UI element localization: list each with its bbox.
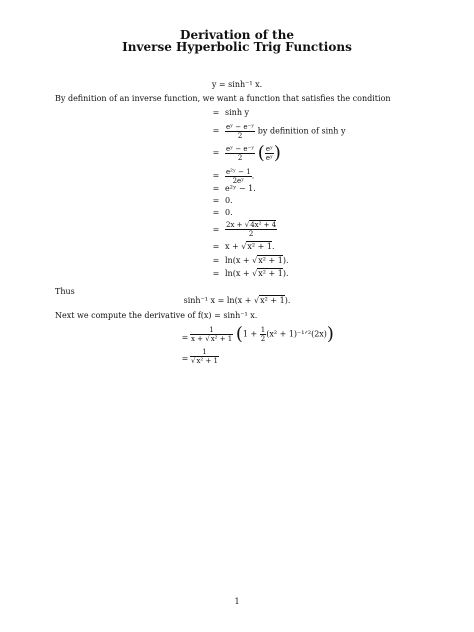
derivation-block <box>0 108 474 288</box>
row-8-rel: = <box>212 225 220 234</box>
row-2-numerator: eʸ − e⁻ʸ <box>226 123 255 131</box>
row-8-rhs <box>225 221 277 238</box>
row-2-denominator: 2 <box>237 132 243 140</box>
row-11-suffix: ). <box>282 269 289 278</box>
derivative-half-denominator: 2 <box>260 335 266 343</box>
row-3-numerator: eʸ − e⁻ʸ <box>226 145 255 153</box>
row-8-numerator: 2x + √4x² + 4 <box>226 221 277 229</box>
row-3-denominator: 2 <box>237 154 243 162</box>
derivative-second-rel: = <box>181 354 189 363</box>
row-9-suffix: . <box>272 242 275 251</box>
row-5-rel: = <box>212 184 220 193</box>
definition-equation: y = sinh⁻¹ x. <box>211 80 263 89</box>
derivative-numerator: 1 <box>190 326 233 335</box>
row-4-rhs <box>225 168 254 185</box>
row-3-rel: = <box>212 148 220 157</box>
row-1-rhs: sinh y <box>225 108 250 117</box>
derivative-result-fraction <box>190 348 219 365</box>
derivative-denominator: x + √x² + 1 <box>191 335 233 343</box>
derivative-half-numerator: 1 <box>260 326 266 334</box>
row-4-numerator: e²ʸ − 1 <box>226 168 251 176</box>
row-4-denominator: 2eʸ <box>232 177 245 185</box>
row-11-rhs: ln(x + √x² + 1). <box>225 269 289 278</box>
derivative-open-paren: ( <box>235 323 243 345</box>
row-9-prefix: x + <box>225 242 242 251</box>
row-2-fraction <box>225 123 255 140</box>
intro-sentence: By definition of an inverse function, we want a function that satisfies the condition <box>55 94 391 103</box>
row-4-fraction <box>225 168 252 185</box>
row-3-fraction <box>225 145 255 162</box>
row-1-rel: = <box>212 108 220 117</box>
row-10-prefix: ln(x + <box>225 256 253 265</box>
derivative-rel: = <box>181 333 189 342</box>
row-8-denominator: 2 <box>248 230 254 238</box>
derivative-result-radicand: x² + 1 <box>196 357 218 365</box>
derivative-result <box>190 348 219 365</box>
row-9-rhs: x + √x² + 1. <box>225 242 275 251</box>
thus-result-suffix: ). <box>284 296 291 305</box>
row-11-prefix: ln(x + <box>225 269 253 278</box>
derivative-inner-prefix: 1 + <box>242 329 260 339</box>
page-number: 1 <box>234 597 240 606</box>
thus-result: sinh⁻¹ x = ln(x + √x² + 1). <box>183 296 291 305</box>
row-2-note: by definition of sinh y <box>257 126 346 136</box>
row-6-rel: = <box>212 196 220 205</box>
row-8-fraction <box>225 221 277 238</box>
row-3-rhs <box>225 142 281 164</box>
thus-label: Thus <box>55 287 75 296</box>
derivative-result-denominator: √x² + 1 <box>191 357 218 365</box>
row-5-rhs: e²ʸ − 1. <box>225 184 256 193</box>
row-10-suffix: ). <box>282 256 289 265</box>
row-11-rel: = <box>212 269 220 278</box>
derivative-block <box>0 323 474 376</box>
title-line-2: Inverse Hyperbolic Trig Functions <box>122 40 352 54</box>
derivative-denominator-prefix: x + <box>191 335 206 343</box>
row-4-rel: = <box>212 171 220 180</box>
row-2-rel: = <box>212 126 220 135</box>
row-7-rhs: 0. <box>225 208 233 217</box>
next-sentence: Next we compute the derivative of f(x) = sinh⁻¹ x. <box>55 311 258 320</box>
thus-result-radicand: x² + 1 <box>260 296 285 305</box>
derivative-fraction <box>190 326 233 343</box>
thus-result-prefix: sinh⁻¹ x = ln(x + <box>183 296 254 305</box>
row-3-paren-fraction <box>265 145 274 162</box>
row-8-numerator-prefix: 2x + <box>226 221 245 229</box>
derivative-inner-suffix: (x² + 1)⁻¹ᐟ²(2x) <box>266 329 327 339</box>
row-10-rel: = <box>212 256 220 265</box>
row-3-open-paren: ( <box>257 142 265 164</box>
title-line-1: Derivation of the <box>180 28 294 42</box>
row-3-paren-numerator: eʸ <box>265 145 273 153</box>
row-6-rhs: 0. <box>225 196 233 205</box>
row-4-tail: . <box>251 171 255 181</box>
derivative-denominator-radicand: x² + 1 <box>210 335 233 343</box>
derivative-result-numerator: 1 <box>190 348 219 357</box>
row-10-radicand: x² + 1 <box>258 256 283 265</box>
row-9-rel: = <box>212 242 220 251</box>
row-2-rhs <box>225 123 346 140</box>
derivative-rhs <box>190 323 334 345</box>
row-3-paren-denominator: eʸ <box>265 154 273 162</box>
row-9-radicand: x² + 1 <box>247 242 273 251</box>
row-3-close-paren: ) <box>273 142 281 164</box>
row-11-radicand: x² + 1 <box>258 269 283 278</box>
derivative-close-paren: ) <box>326 323 334 345</box>
row-10-rhs: ln(x + √x² + 1). <box>225 256 289 265</box>
row-7-rel: = <box>212 208 220 217</box>
row-8-numerator-radicand: 4x² + 4 <box>250 221 277 229</box>
